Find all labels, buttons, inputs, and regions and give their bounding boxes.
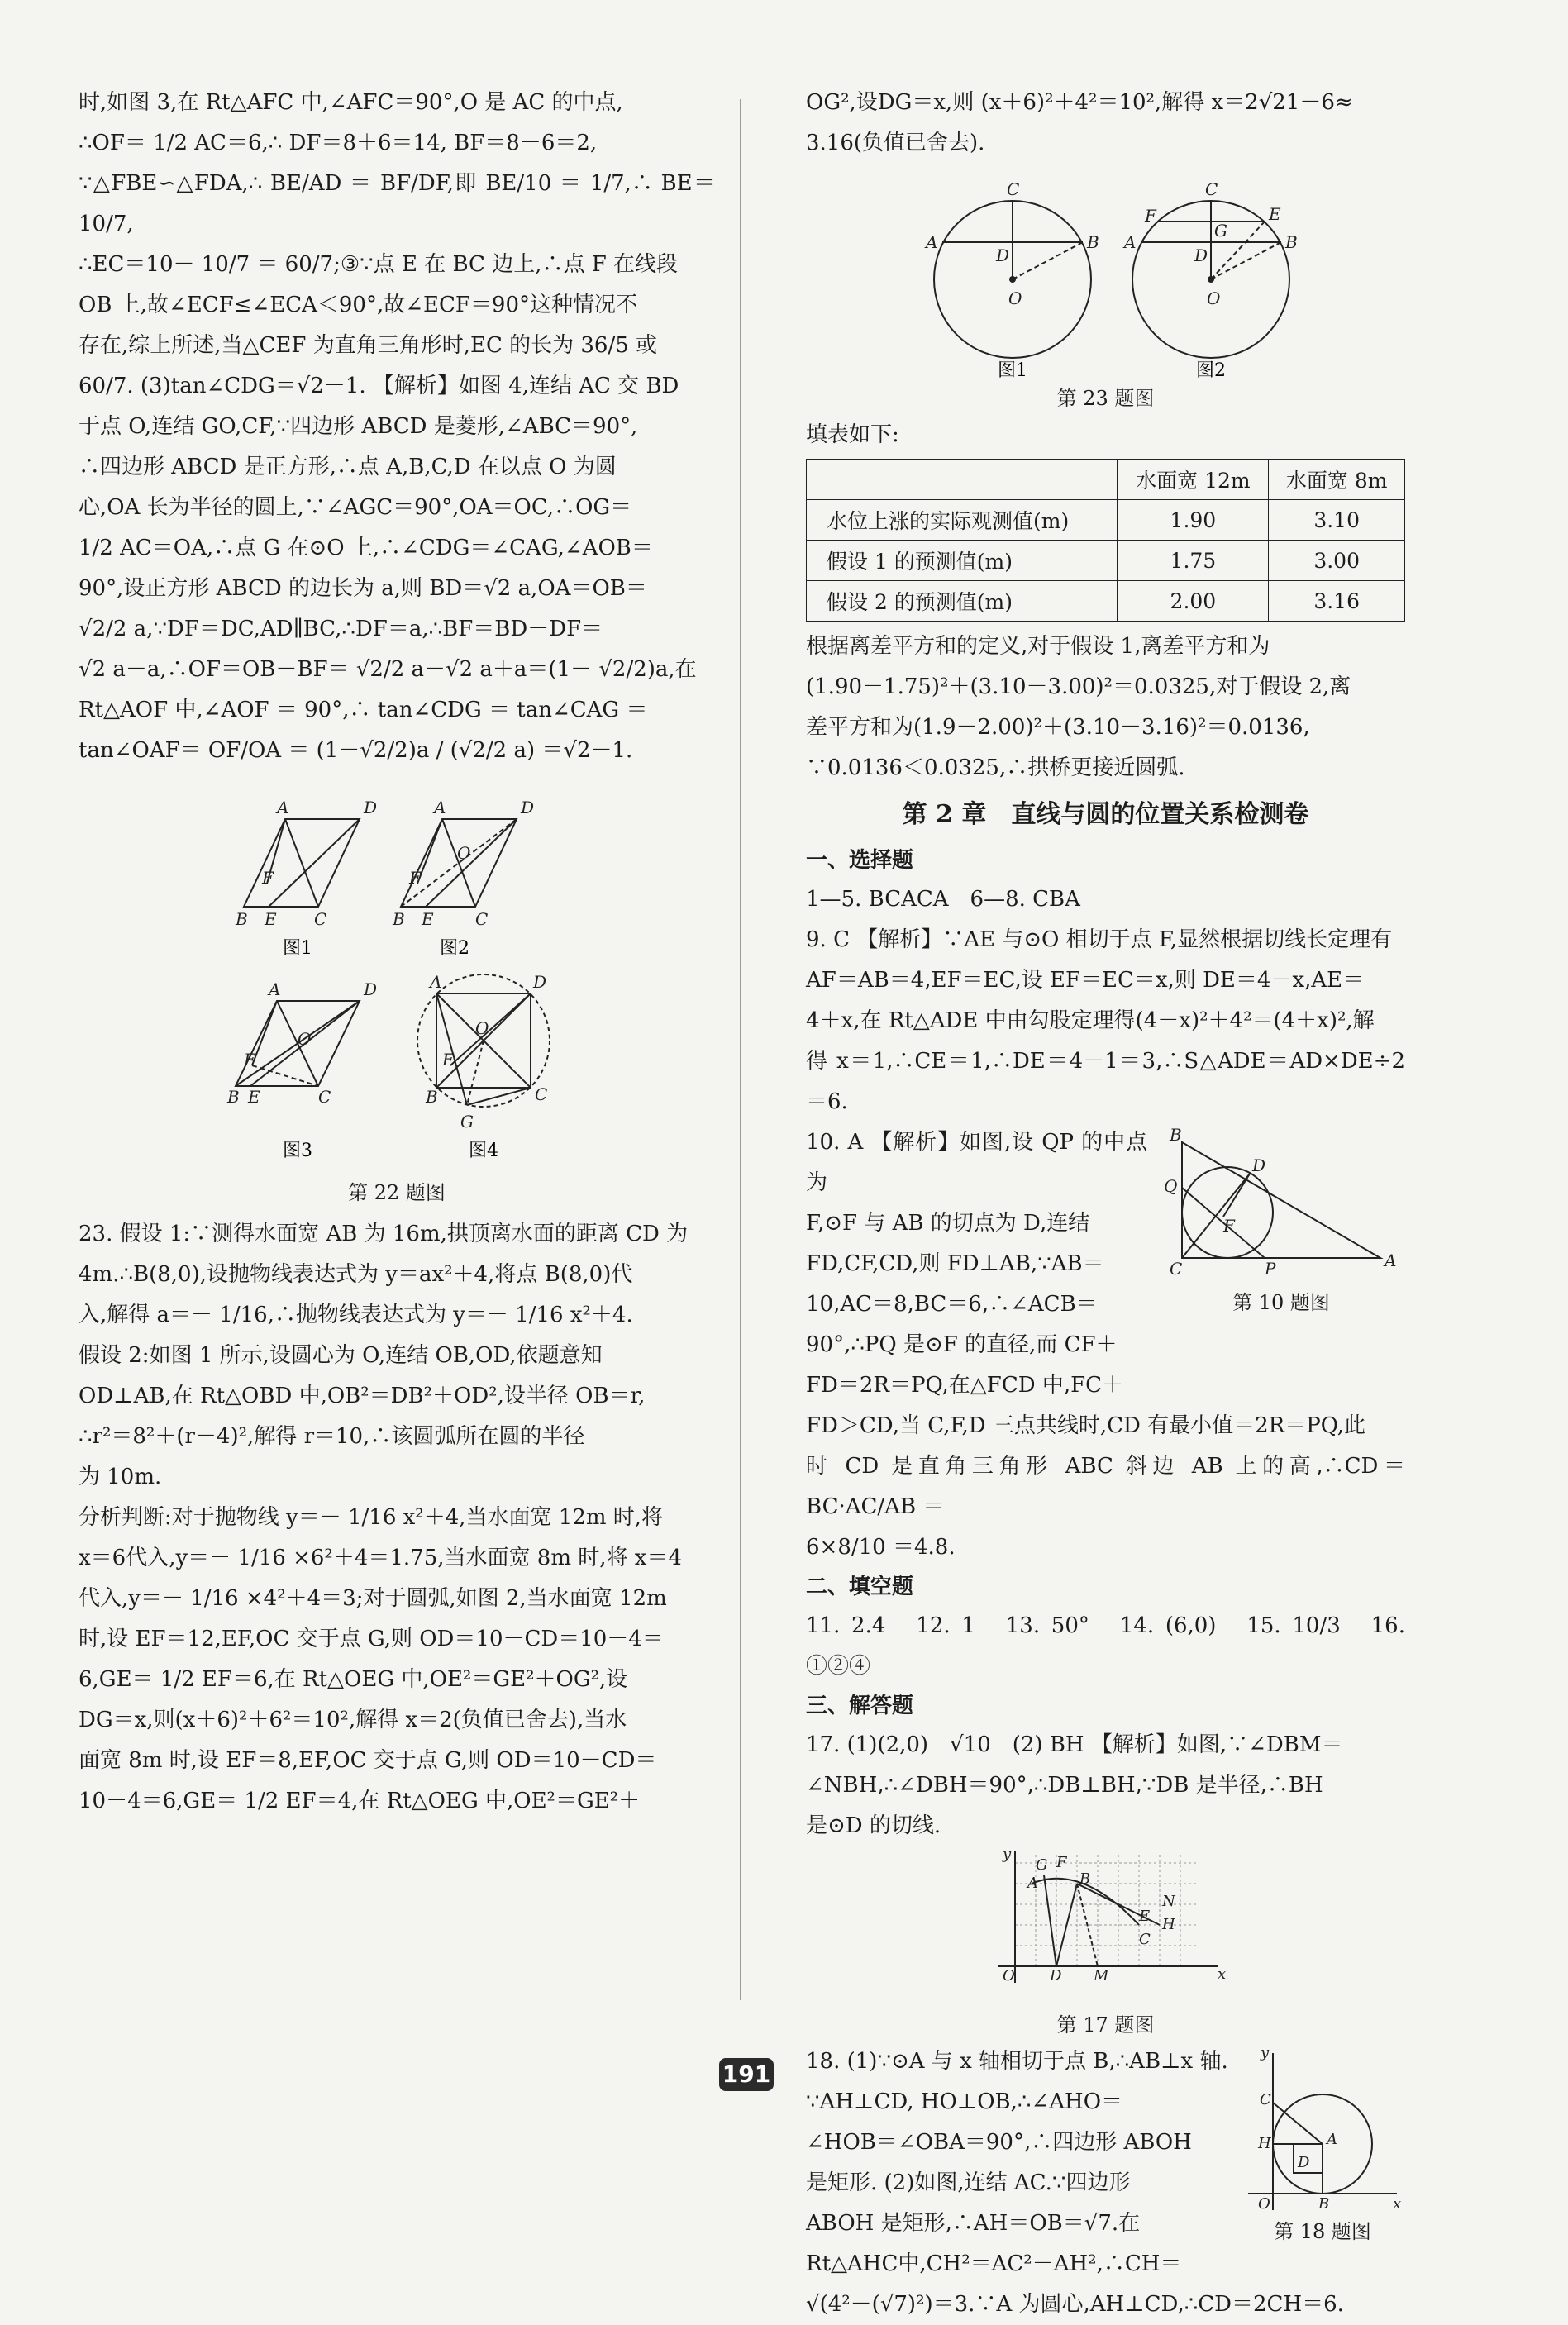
text-line: (1.90－1.75)²＋(3.10－3.00)²＝0.0325,对于假设 2,离 <box>806 674 1351 699</box>
svg-text:D: D <box>533 972 547 992</box>
svg-text:D: D <box>1194 245 1208 265</box>
section-fill: 二、填空题 <box>806 1575 914 1599</box>
svg-text:E: E <box>1138 1908 1150 1925</box>
svg-text:B: B <box>236 909 248 929</box>
table-header-row <box>807 460 1405 500</box>
chapter-title: 第 2 章 直线与圆的位置关系检测卷 <box>902 800 1309 829</box>
svg-text:A: A <box>430 972 442 992</box>
text-line: 得 x＝1,∴CE＝1,∴DE＝4－1＝3,∴S△ADE＝AD×DE÷2＝6. <box>806 1049 1405 1114</box>
section-choice: 一、选择题 <box>806 848 914 873</box>
svg-text:C: C <box>318 1087 331 1107</box>
text-line: 4m.∴B(8,0),设抛物线表达式为 y＝ax²＋4,将点 B(8,0)代 <box>79 1262 633 1287</box>
text-line: FD＞CD,当 C,F,D 三点共线时,CD 有最小值＝2R＝PQ,此 <box>806 1413 1365 1438</box>
text-line: 为 10m. <box>79 1465 162 1489</box>
fig22-1 <box>244 819 360 907</box>
svg-text:Q: Q <box>1164 1176 1178 1196</box>
text-line: 90°,∴PQ 是⊙F 的直径,而 CF＋ <box>806 1332 1118 1357</box>
column-divider <box>740 99 741 2000</box>
svg-text:x: x <box>1393 2195 1402 2213</box>
svg-text:O: O <box>298 1029 312 1049</box>
svg-text:y: y <box>1261 2045 1270 2061</box>
text-line: ∠NBH,∴∠DBH＝90°,∴DB⊥BH,∵DB 是半径,∴BH <box>806 1773 1323 1798</box>
svg-text:B: B <box>1318 2195 1330 2213</box>
svg-text:G: G <box>460 1112 474 1132</box>
q10-block <box>806 1122 1405 1568</box>
text-line: ∴四边形 ABCD 是正方形,∴点 A,B,C,D 在以点 O 为圆 <box>79 455 617 479</box>
text-line: ∠HOB＝∠OBA＝90°,∴四边形 ABOH <box>806 2130 1192 2155</box>
svg-text:D: D <box>364 979 378 999</box>
table-intro: 填表如下: <box>806 422 899 447</box>
figure-18-drawing <box>1240 2045 1405 2218</box>
figure-17-drawing <box>982 1846 1230 2012</box>
text-line: 18. (1)∵⊙A 与 x 轴相切于点 B,∴AB⊥x 轴. <box>806 2049 1228 2074</box>
svg-text:y: y <box>1002 1846 1011 1863</box>
table-cell: 3.00 <box>1269 541 1405 581</box>
text-line: 10－4＝6,GE＝ 1/2 EF＝4,在 Rt△OEG 中,OE²＝GE²＋ <box>79 1789 641 1813</box>
svg-text:D: D <box>521 798 535 817</box>
svg-text:E: E <box>265 909 277 929</box>
fig22-sub3: 图3 <box>283 1141 312 1161</box>
text-line: F,⊙F 与 AB 的切点为 D,连结 <box>806 1211 1090 1236</box>
figure-10 <box>1157 1126 1405 1319</box>
svg-text:x: x <box>1217 1965 1226 1983</box>
svg-text:E: E <box>422 909 434 929</box>
text-line: 时 CD 是直角三角形 ABC 斜边 AB 上的高,∴CD＝ BC·AC/AB ＝ <box>806 1454 1405 1519</box>
text-line: 代入,y＝－ 1/16 ×4²＋4＝3;对于圆弧,如图 2,当水面宽 12m <box>79 1586 667 1611</box>
svg-text:A: A <box>1385 1251 1397 1270</box>
svg-text:O: O <box>475 1018 489 1038</box>
text-line: 入,解得 a＝－ 1/16,∴抛物线表达式为 y＝－ 1/16 x²＋4. <box>79 1303 633 1327</box>
fig17-caption: 第 17 题图 <box>1056 2013 1155 2037</box>
q23-continued <box>806 83 1405 164</box>
fig22-sub1: 图1 <box>283 938 312 959</box>
text-line: 17. (1)(2,0) √10 (2) BH 【解析】如图,∵∠DBM＝ <box>806 1732 1343 1757</box>
svg-text:A: A <box>926 232 938 252</box>
text-line: 根据离差平方和的定义,对于假设 1,离差平方和为 <box>806 634 1270 659</box>
svg-text:A: A <box>269 979 281 999</box>
text-line: 90°,设正方形 ABCD 的边长为 a,则 BD＝√2 a,OA＝OB＝ <box>79 576 647 601</box>
fig22-sub2: 图2 <box>440 938 469 959</box>
svg-text:A: A <box>434 798 446 817</box>
figure-22-drawing <box>79 776 715 1189</box>
text-line: ∵△FBE∽△FDA,∴ BE/AD ＝ BF/DF,即 BE/10 ＝ 1/7,∴ BE＝ 10/7, <box>79 171 715 236</box>
text-line: ABOH 是矩形,∴AH＝OB＝√7.在 <box>806 2211 1141 2236</box>
text-line: 差平方和为(1.9－2.00)²＋(3.10－3.16)²＝0.0136, <box>806 715 1310 740</box>
text-line: 60/7. (3)tan∠CDG＝√2－1. 【解析】如图 4,连结 AC 交 BD <box>79 374 679 398</box>
text-line: x＝6代入,y＝－ 1/16 ×6²＋4＝1.75,当水面宽 8m 时,将 x＝4 <box>79 1546 682 1570</box>
svg-text:O: O <box>1258 2195 1270 2213</box>
svg-text:F: F <box>1056 1854 1066 1871</box>
text-line: AF＝AB＝4,EF＝EC,设 EF＝EC＝x,则 DE＝4－x,AE＝ <box>806 968 1365 993</box>
svg-text:F: F <box>262 868 274 888</box>
text-line: ∵0.0136＜0.0325,∴拱桥更接近圆弧. <box>806 755 1185 780</box>
text-line: DG＝x,则(x＋6)²＋6²＝10²,解得 x＝2(负值已舍去),当水 <box>79 1708 627 1732</box>
table-row <box>807 500 1405 541</box>
svg-text:F: F <box>409 868 421 888</box>
q17-solution <box>806 1725 1405 1846</box>
text-line: 是矩形. (2)如图,连结 AC.∵四边形 <box>806 2170 1131 2195</box>
svg-text:G: G <box>1214 221 1227 241</box>
text-line: OB 上,故∠ECF≤∠ECA＜90°,故∠ECF＝90°这种情况不 <box>79 293 638 317</box>
svg-text:O: O <box>1002 1967 1015 1984</box>
svg-text:C: C <box>1170 1259 1183 1279</box>
text-line: 时,设 EF＝12,EF,OC 交于点 G,则 OD＝10－CD＝10－4＝ <box>79 1627 664 1651</box>
table-cell: 假设 1 的预测值(m) <box>807 541 1118 581</box>
fig22-sub4: 图4 <box>469 1141 498 1161</box>
table-cell: 3.16 <box>1269 581 1405 622</box>
svg-text:C: C <box>1260 2091 1271 2108</box>
text-line: FD,CF,CD,则 FD⊥AB,∵AB＝ <box>806 1251 1104 1276</box>
svg-text:O: O <box>1207 288 1221 308</box>
svg-text:F: F <box>1145 206 1156 226</box>
fig23-sub1: 图1 <box>998 360 1027 379</box>
text-line: ∴OF＝ 1/2 AC＝6,∴ DF＝8＋6＝14, BF＝8－6＝2, <box>79 131 598 155</box>
text-line: √2/2 a,∵DF＝DC,AD∥BC,∴DF＝a,∴BF＝BD－DF＝ <box>79 617 603 641</box>
conclusion <box>806 627 1405 788</box>
svg-text:A: A <box>277 798 289 817</box>
text-line: √2 a－a,∴OF＝OB－BF＝ √2/2 a－√2 a＋a＝(1－ √2/2)a,在 <box>79 657 697 682</box>
text-line: tan∠OAF＝ OF/OA ＝ (1－√2/2)a / (√2/2 a) ＝√2－1. <box>79 738 633 763</box>
svg-text:C: C <box>535 1084 548 1104</box>
table-header-cell: 水面宽 12m <box>1118 460 1269 500</box>
svg-text:O: O <box>457 843 471 863</box>
text-line: 6×8/10 ＝4.8. <box>806 1535 956 1560</box>
svg-text:C: C <box>1205 179 1218 199</box>
text-line: 10. A 【解析】如图,设 QP 的中点为 <box>806 1130 1147 1195</box>
text-line: 4＋x,在 Rt△ADE 中由勾股定理得(4－x)²＋4²＝(4＋x)²,解 <box>806 1008 1375 1033</box>
svg-text:B: B <box>1079 1870 1090 1888</box>
text-line: 23. 假设 1:∵测得水面宽 AB 为 16m,拱顶离水面的距离 CD 为 <box>79 1222 689 1246</box>
text-line: 1/2 AC＝OA,∴点 G 在⊙O 上,∴∠CDG＝∠CAG,∠AOB＝ <box>79 536 653 560</box>
section-solve: 三、解答题 <box>806 1694 914 1718</box>
fig23-sub2: 图2 <box>1196 360 1226 379</box>
table-row <box>807 541 1405 581</box>
choice-answers: 1—5. BCACA 6—8. CBA <box>806 887 1080 912</box>
svg-text:D: D <box>996 245 1010 265</box>
svg-text:B: B <box>1285 232 1298 252</box>
figure-23 <box>806 164 1405 415</box>
text-line: FD＝2R＝PQ,在△FCD 中,FC＋ <box>806 1373 1124 1398</box>
svg-text:C: C <box>1007 179 1020 199</box>
svg-text:A: A <box>1124 232 1137 252</box>
svg-text:C: C <box>314 909 327 929</box>
text-line: 假设 2:如图 1 所示,设圆心为 O,连结 OB,OD,依题意知 <box>79 1343 603 1368</box>
svg-text:B: B <box>1087 232 1099 252</box>
table-row <box>807 581 1405 622</box>
text-line: 10,AC＝8,BC＝6,∴∠ACB＝ <box>806 1292 1098 1317</box>
figure-17 <box>806 1846 1405 2042</box>
fig10-caption: 第 10 题图 <box>1232 1291 1330 1314</box>
comparison-table <box>806 459 1405 622</box>
svg-text:F: F <box>442 1050 454 1070</box>
svg-text:H: H <box>1161 1916 1175 1933</box>
text-line: OD⊥AB,在 Rt△OBD 中,OB²＝DB²＋OD²,设半径 OB＝r, <box>79 1384 646 1408</box>
svg-text:M: M <box>1093 1967 1108 1984</box>
figure-22 <box>79 776 715 1209</box>
text-line: Rt△AHC中,CH²＝AC²－AH²,∴CH＝ <box>806 2251 1182 2276</box>
svg-text:B: B <box>426 1087 438 1107</box>
svg-text:D: D <box>1252 1155 1266 1175</box>
text-line: ∴r²＝8²＋(r－4)²,解得 r＝10,∴该圆弧所在圆的半径 <box>79 1424 585 1449</box>
figure-18 <box>1240 2045 1405 2248</box>
q18-block <box>806 2042 1405 2325</box>
text-line: 面宽 8m 时,设 EF＝8,EF,OC 交于点 G,则 OD＝10－CD＝ <box>79 1748 657 1773</box>
q23-solution <box>79 1214 715 1822</box>
text-line: ∵AH⊥CD, HO⊥OB,∴∠AHO＝ <box>806 2089 1123 2114</box>
svg-text:F: F <box>1223 1216 1235 1236</box>
table-header-cell <box>807 460 1118 500</box>
text-line: 9. C 【解析】∵AE 与⊙O 相切于点 F,显然根据切线长定理有 <box>806 927 1393 952</box>
text-line: 6,GE＝ 1/2 EF＝6,在 Rt△OEG 中,OE²＝GE²＋OG²,设 <box>79 1667 628 1692</box>
svg-text:P: P <box>1265 1259 1276 1279</box>
svg-text:O: O <box>1008 288 1022 308</box>
text-line: Rt△AOF 中,∠AOF ＝ 90°,∴ tan∠CDG ＝ tan∠CAG ＝ <box>79 698 648 722</box>
svg-text:D: D <box>364 798 378 817</box>
table-cell: 1.75 <box>1118 541 1269 581</box>
q22-solution <box>79 83 715 771</box>
text-line: 时,如图 3,在 Rt△AFC 中,∠AFC＝90°,O 是 AC 的中点, <box>79 90 623 115</box>
text-line: 是⊙D 的切线. <box>806 1813 941 1838</box>
table-cell: 1.90 <box>1118 500 1269 541</box>
svg-text:B: B <box>393 909 405 929</box>
table-header-cell: 水面宽 8m <box>1269 460 1405 500</box>
text-line: √(4²－(√7)²)＝3.∵A 为圆心,AH⊥CD,∴CD＝2CH＝6. <box>806 2292 1344 2317</box>
fig18-caption: 第 18 题图 <box>1274 2220 1371 2243</box>
text-line: 存在,综上所述,当△CEF 为直角三角形时,EC 的长为 36/5 或 <box>79 333 658 358</box>
table-cell: 3.10 <box>1269 500 1405 541</box>
left-column <box>79 83 715 1822</box>
text-line: 于点 O,连结 GO,CF,∵四边形 ABCD 是菱形,∠ABC＝90°, <box>79 414 638 439</box>
text-line: 3.16(负值已舍去). <box>806 131 985 155</box>
svg-text:D: D <box>1049 1967 1061 1984</box>
svg-text:B: B <box>1170 1126 1182 1145</box>
svg-text:H: H <box>1258 2135 1271 2152</box>
svg-text:F: F <box>244 1050 255 1070</box>
svg-text:C: C <box>1138 1931 1151 1948</box>
table-cell: 2.00 <box>1118 581 1269 622</box>
svg-text:D: D <box>1298 2154 1310 2171</box>
q9-solution <box>806 920 1405 1122</box>
svg-text:N: N <box>1161 1893 1175 1910</box>
table-cell: 假设 2 的预测值(m) <box>807 581 1118 622</box>
svg-text:G: G <box>1035 1856 1047 1874</box>
svg-text:C: C <box>475 909 489 929</box>
svg-text:B: B <box>227 1087 240 1107</box>
figure-23-drawing <box>806 164 1405 379</box>
svg-text:E: E <box>1269 204 1281 224</box>
table-cell: 水位上涨的实际观测值(m) <box>807 500 1118 541</box>
fig22-2 <box>401 819 517 907</box>
text-line: OG²,设DG＝x,则 (x＋6)²＋4²＝10²,解得 x＝2√21－6≈ <box>806 90 1353 115</box>
right-column <box>806 83 1405 2325</box>
fig22-caption: 第 22 题图 <box>348 1181 446 1204</box>
svg-text:E: E <box>248 1087 260 1107</box>
text-line: 心,OA 长为半径的圆上,∵∠AGC＝90°,OA＝OC,∴OG＝ <box>79 495 632 520</box>
svg-text:A: A <box>1027 1875 1038 1892</box>
text-line: 分析判断:对于抛物线 y＝－ 1/16 x²＋4,当水面宽 12m 时,将 <box>79 1505 664 1530</box>
fig23-caption: 第 23 题图 <box>1056 387 1155 410</box>
svg-text:A: A <box>1327 2131 1337 2148</box>
page-number: 191 <box>719 2058 774 2091</box>
fill-answers: 11. 2.4 12. 1 13. 50° 14. (6,0) 15. 10/3 16. ①②④ <box>806 1613 1405 1679</box>
text-line: ∴EC＝10－ 10/7 ＝ 60/7;③∵点 E 在 BC 边上,∴点 F 在线段 <box>79 252 679 277</box>
